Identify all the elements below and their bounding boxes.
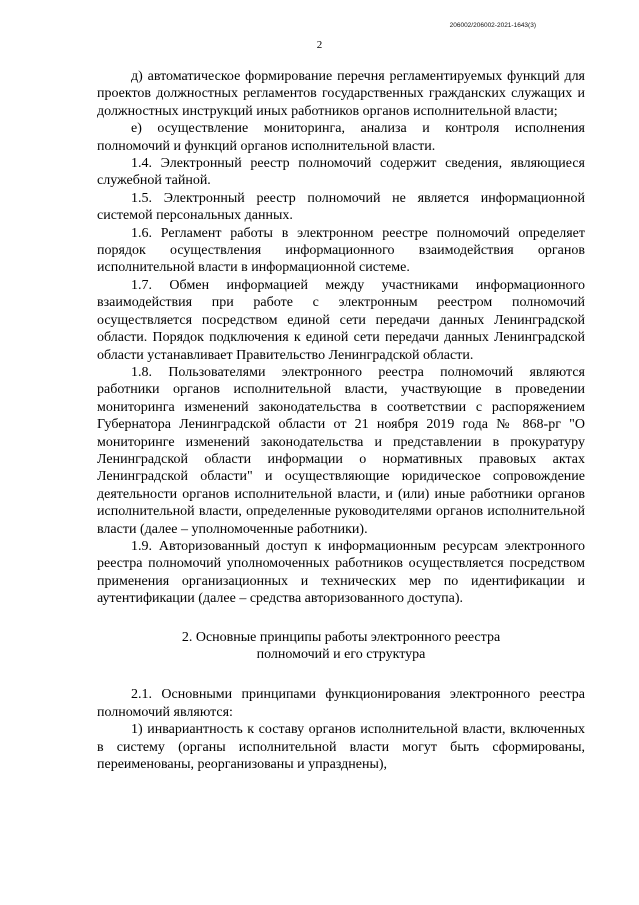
paragraph-principle-1: 1) инвариантность к составу органов исполнительной власти, включенных в систему (органы исполнительной власти могут быть сформированы, переименованы, реорганизованы и упразднены), xyxy=(97,722,585,773)
paragraph-1-5: 1.5. Электронный реестр полномочий не является информационной системой персональных данных. xyxy=(97,190,585,224)
section-heading-line-2: полномочий и его структура xyxy=(256,647,426,662)
paragraph-1-8: 1.8. Пользователями электронного реестра полномочий являются работники органов исполнительной власти, участвующие в проведении мониторинга изменений законодательства в соответствии с распоряжением Губернатора Ленинградской области от 21 ноября 2019 года № 868-рг "О мониторинге изменений законодательства и представлении в прокуратуру Ленинградской области информации о нормативных правовых актах Ленинградской области" и осуществляющие юридическое сопровождение деятельности органов исполнительной власти, и (или) иные работники органов исполнительной власти, определенные руководителями органов исполнительной власти (далее – уполномоченные работники). xyxy=(97,364,585,537)
paragraph-1-7: 1.7. Обмен информацией между участниками информационного взаимодействия при работе с электронным реестром полномочий осуществляется посредством единой сети передачи данных Ленинградской области. Порядок подключения к единой сети передачи данных Ленинградской области устанавливает Правительство Ленинградской области. xyxy=(97,277,585,363)
document-id: 206002/206002-2021-1643(3) xyxy=(449,22,536,29)
page-number: 2 xyxy=(316,39,323,51)
paragraph-2-1: 2.1. Основными принципами функционирования электронного реестра полномочий являются: xyxy=(97,687,585,720)
paragraph-1-9: 1.9. Авторизованный доступ к информационным ресурсам электронного реестра полномочий уполномоченных работников осуществляется посредством применения организационных и технических мер по идентификации и аутентификации (далее – средства авторизованного доступа). xyxy=(97,538,585,607)
paragraph-item-d: д) автоматическое формирование перечня регламентируемых функций для проектов должностных регламентов государственных гражданских служащих и должностных инструкций иных работников органов исполнительной власти; xyxy=(97,69,585,119)
paragraph-1-4: 1.4. Электронный реестр полномочий содержит сведения, являющиеся служебной тайной. xyxy=(97,156,585,189)
section-heading-line-1: 2. Основные принципы работы электронного реестра xyxy=(181,629,501,645)
section-heading xyxy=(97,629,585,664)
document-body xyxy=(97,68,585,773)
paragraph-1-6: 1.6. Регламент работы в электронном реестре полномочий определяет порядок осуществления информационного взаимодействия органов исполнительной власти в информационной системе. xyxy=(97,225,585,276)
paragraph-item-e: е) осуществление мониторинга, анализа и контроля исполнения полномочий и функций органов исполнительной власти. xyxy=(97,121,585,154)
